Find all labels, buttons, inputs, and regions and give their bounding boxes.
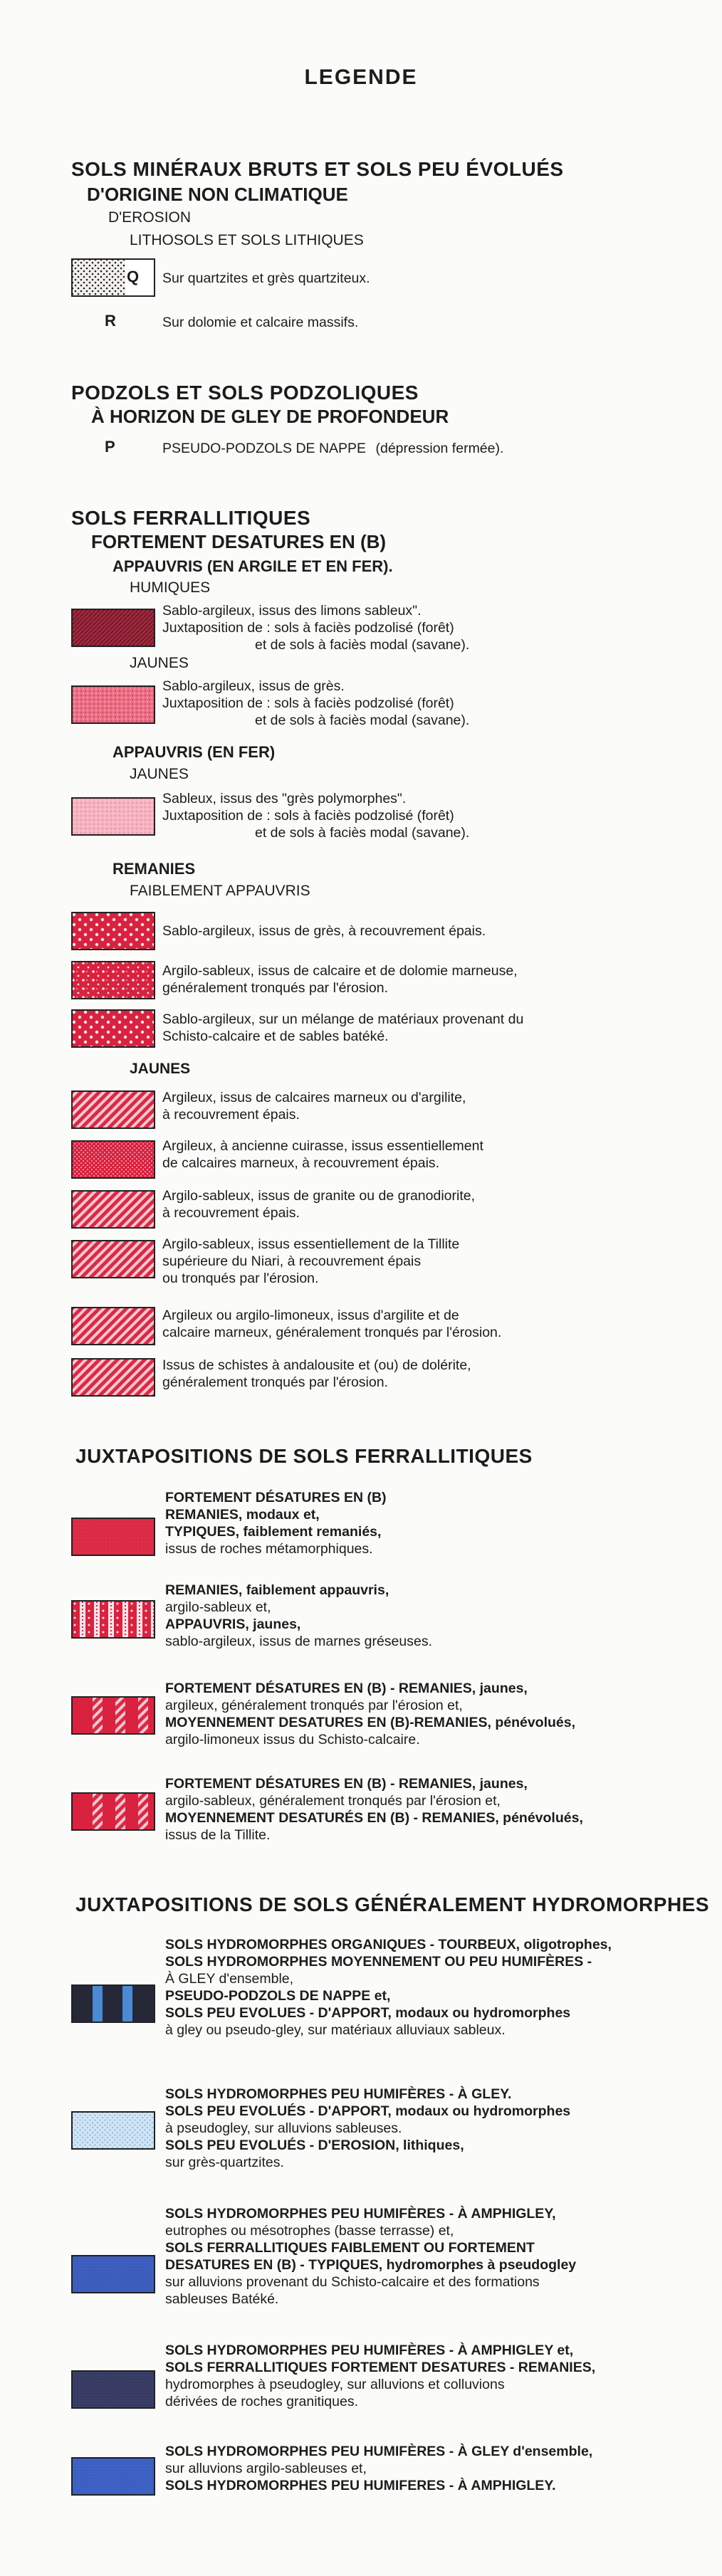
hydro-b-line-5: sur grès-quartzites. bbox=[165, 2155, 284, 2170]
juxta-d-line-2: argilo-sableux, généralement tronqués par l'érosion et, bbox=[165, 1793, 501, 1809]
gres-polymorphes-line-2: Juxtaposition de : sols à faciès podzolisé (forêt) bbox=[162, 808, 454, 824]
hydro-c-line-3: SOLS FERRALLITIQUES FAIBLEMENT OU FORTEMENT bbox=[165, 2240, 535, 2256]
legend-swatch-quartzite bbox=[71, 258, 155, 297]
legend-swatch-hydro-a bbox=[71, 1984, 155, 2023]
jaunes-argilite-line-2: calcaire marneux, généralement tronqués par l'érosion. bbox=[162, 1325, 502, 1340]
juxta-d-line-3: MOYENNEMENT DESATURÉS EN (B) - REMANIES, pénévolués, bbox=[165, 1810, 583, 1826]
jaunes-calcaires-line-1: Argileux, issus de calcaires marneux ou d'argilite, bbox=[162, 1090, 466, 1105]
section-juxtapositions-hydromorphes-title: JUXTAPOSITIONS DE SOLS GÉNÉRALEMENT HYDROMORPHES bbox=[75, 1893, 710, 1915]
jaunes-tillite-line-2: supérieure du Niari, à recouvrement épais bbox=[162, 1253, 422, 1269]
hydro-a-line-1: SOLS HYDROMORPHES ORGANIQUES - TOURBEUX, oligotrophes, bbox=[165, 1937, 612, 1952]
section-podzols-title: PODZOLS ET SOLS PODZOLIQUES bbox=[71, 382, 419, 404]
juxta-d-description bbox=[165, 1775, 583, 1844]
juxta-c-line-3: MOYENNEMENT DESATURES EN (B)-REMANIES, pénévolués, bbox=[165, 1715, 576, 1730]
hydro-d-line-4: dérivées de roches granitiques. bbox=[165, 2394, 358, 2409]
legend-swatch-remanies-calcaire bbox=[71, 961, 155, 999]
jaunes-gres-description bbox=[162, 678, 469, 729]
code-q: Q bbox=[127, 268, 140, 285]
jaunes-argilite-description bbox=[162, 1307, 501, 1341]
legend-swatch-hydro-e bbox=[71, 2457, 155, 2496]
section-ferrallitic-title: SOLS FERRALLITIQUES bbox=[71, 507, 311, 529]
legend-swatch-jaunes-argilite bbox=[71, 1307, 155, 1345]
hydro-b-line-3: à pseudogley, sur alluvions sableuses. bbox=[165, 2120, 402, 2136]
pseudo-podzols-name: PSEUDO-PODZOLS DE NAPPE bbox=[162, 441, 367, 456]
erosion-subheading: D'EROSION bbox=[108, 209, 192, 226]
hydro-c-line-5: sur alluvions provenant du Schisto-calcaire et des formations bbox=[165, 2274, 540, 2290]
hydro-e-description bbox=[165, 2443, 592, 2494]
remanies-calcaire-line-1: Argilo-sableux, issus de calcaire et de dolomie marneuse, bbox=[162, 963, 518, 979]
hydro-a-line-6: à gley ou pseudo-gley, sur matériaux alluviaux sableux. bbox=[165, 2022, 506, 2038]
hydro-d-line-2: SOLS FERRALLITIQUES FORTEMENT DESATURES - REMANIES, bbox=[165, 2360, 596, 2375]
juxta-b-line-4: sablo-argileux, issus de marnes gréseuses. bbox=[165, 1634, 433, 1649]
remanies-gres-description: Sablo-argileux, issus de grès, à recouvrement épais. bbox=[162, 923, 486, 939]
humiques-description bbox=[162, 602, 469, 653]
jaunes-schistes-description bbox=[162, 1357, 471, 1391]
humiques-heading: HUMIQUES bbox=[130, 579, 211, 596]
juxta-a-description bbox=[165, 1489, 387, 1557]
hydro-a-line-5: SOLS PEU EVOLUES - D'APPORT, modaux ou hydromorphes bbox=[165, 2005, 571, 2021]
section-mineral-soils-subtitle: D'ORIGINE NON CLIMATIQUE bbox=[87, 184, 348, 205]
hydro-d-line-1: SOLS HYDROMORPHES PEU HUMIFÈRES - À AMPHIGLEY et, bbox=[165, 2343, 574, 2358]
hydro-c-line-4: DESATURES EN (B) - TYPIQUES, hydromorphes à pseudogley bbox=[165, 2257, 577, 2273]
jaunes-cuirasse-description bbox=[162, 1137, 483, 1172]
legend-swatch-humiques bbox=[71, 609, 155, 647]
humiques-line-3: et de sols à faciès modal (savane). bbox=[255, 637, 470, 653]
jaunes-argilite-line-1: Argileux ou argilo-limoneux, issus d'argilite et de bbox=[162, 1308, 459, 1323]
jaunes-granite-description bbox=[162, 1187, 475, 1221]
section-juxtapositions-ferrallitiques-title: JUXTAPOSITIONS DE SOLS FERRALLITIQUES bbox=[75, 1445, 533, 1467]
legend-swatch-jaunes-granite bbox=[71, 1190, 155, 1229]
code-r: R bbox=[105, 312, 116, 330]
humiques-line-1: Sablo-argileux, issus des limons sableux". bbox=[162, 603, 422, 619]
lithosols-subheading: LITHOSOLS ET SOLS LITHIQUES bbox=[130, 232, 364, 248]
legend-swatch-hydro-b bbox=[71, 2111, 155, 2150]
jaunes-heading-2: JAUNES bbox=[130, 766, 189, 782]
hydro-a-line-2: SOLS HYDROMORPHES MOYENNEMENT OU PEU HUMIFÈRES - bbox=[165, 1954, 592, 1970]
legend-swatch-jaunes-tillite bbox=[71, 1240, 155, 1278]
jaunes-gres-line-2: Juxtaposition de : sols à faciès podzolisé (forêt) bbox=[162, 695, 454, 711]
quartzite-description: Sur quartzites et grès quartziteux. bbox=[162, 270, 370, 286]
legend-swatch-juxta-a bbox=[71, 1518, 155, 1556]
pseudo-podzols-label bbox=[162, 440, 503, 457]
hydro-c-description bbox=[165, 2205, 576, 2308]
juxta-a-line-3: TYPIQUES, faiblement remaniés, bbox=[165, 1524, 382, 1540]
legend-swatch-gres-polymorphes bbox=[71, 797, 155, 836]
gres-polymorphes-line-3: et de sols à faciès modal (savane). bbox=[255, 825, 470, 841]
hydro-a-line-3: À GLEY d'ensemble, bbox=[165, 1971, 294, 1987]
remanies-calcaire-line-2: généralement tronqués par l'érosion. bbox=[162, 980, 388, 996]
legend-swatch-jaunes-gres bbox=[71, 685, 155, 724]
juxta-a-line-4: issus de roches métamorphiques. bbox=[165, 1541, 373, 1557]
jaunes-cuirasse-line-2: de calcaires marneux, à recouvrement épais. bbox=[162, 1155, 440, 1171]
pseudo-podzols-note: (dépression fermée). bbox=[375, 441, 504, 456]
gres-polymorphes-line-1: Sableux, issus des "grès polymorphes". bbox=[162, 791, 407, 806]
juxta-b-line-2: argilo-sableux et, bbox=[165, 1599, 271, 1615]
hydro-b-description bbox=[165, 2086, 570, 2171]
hydro-b-line-2: SOLS PEU EVOLUÉS - D'APPORT, modaux ou hydromorphes bbox=[165, 2103, 571, 2119]
jaunes-tillite-description bbox=[162, 1236, 459, 1287]
faiblement-appauvris-heading: FAIBLEMENT APPAUVRIS bbox=[130, 883, 310, 899]
juxta-d-line-4: issus de la Tillite. bbox=[165, 1827, 271, 1843]
hydro-b-line-4: SOLS PEU EVOLUÉS - D'EROSION, lithiques, bbox=[165, 2138, 464, 2153]
hydro-e-line-3: SOLS HYDROMORPHES PEU HUMIFERES - À AMPHIGLEY. bbox=[165, 2478, 556, 2493]
jaunes-gres-line-1: Sablo-argileux, issus de grès. bbox=[162, 678, 345, 694]
hydro-c-line-1: SOLS HYDROMORPHES PEU HUMIFÈRES - À AMPHIGLEY, bbox=[165, 2206, 556, 2222]
jaunes-cuirasse-line-1: Argileux, à ancienne cuirasse, issus essentiellement bbox=[162, 1138, 483, 1154]
hydro-c-line-6: sableuses Batéké. bbox=[165, 2291, 279, 2307]
jaunes-schistes-line-1: Issus de schistes à andalousite et (ou) de dolérite, bbox=[162, 1357, 471, 1373]
juxta-c-line-4: argilo-limoneux issus du Schisto-calcaire. bbox=[165, 1732, 420, 1747]
jaunes-tillite-line-1: Argilo-sableux, issus essentiellement de la Tillite bbox=[162, 1236, 460, 1252]
juxta-a-line-2: REMANIES, modaux et, bbox=[165, 1507, 320, 1523]
legend-swatch-jaunes-schistes bbox=[71, 1358, 155, 1397]
hydro-d-description bbox=[165, 2342, 595, 2410]
hydro-a-description bbox=[165, 1936, 612, 2039]
humiques-line-2: Juxtaposition de : sols à faciès podzolisé (forêt) bbox=[162, 620, 454, 636]
juxta-b-line-1: REMANIES, faiblement appauvris, bbox=[165, 1582, 389, 1598]
jaunes-heading-1: JAUNES bbox=[130, 655, 189, 671]
legend-swatch-juxta-b bbox=[71, 1600, 155, 1639]
legend-swatch-remanies-melange bbox=[71, 1009, 155, 1048]
appauvris-fer-heading: APPAUVRIS (EN FER) bbox=[113, 743, 276, 761]
jaunes-granite-line-1: Argilo-sableux, issus de granite ou de granodiorite, bbox=[162, 1188, 476, 1204]
hydro-e-line-2: sur alluvions argilo-sableuses et, bbox=[165, 2461, 367, 2476]
jaunes-gres-line-3: et de sols à faciès modal (savane). bbox=[255, 713, 470, 728]
jaunes-schistes-line-2: généralement tronqués par l'érosion. bbox=[162, 1374, 388, 1390]
hydro-e-line-1: SOLS HYDROMORPHES PEU HUMIFÈRES - À GLEY d'ensemble, bbox=[165, 2444, 593, 2459]
legend-swatch-juxta-c bbox=[71, 1696, 155, 1735]
jaunes-heading-3: JAUNES bbox=[130, 1061, 191, 1077]
legend-swatch-jaunes-calcaires-marneux bbox=[71, 1090, 155, 1129]
legend-swatch-hydro-d bbox=[71, 2370, 155, 2409]
hydro-c-line-2: eutrophes ou mésotrophes (basse terrasse) et, bbox=[165, 2223, 454, 2239]
hydro-b-line-1: SOLS HYDROMORPHES PEU HUMIFÈRES - À GLEY. bbox=[165, 2086, 512, 2102]
juxta-c-description bbox=[165, 1680, 575, 1748]
section-ferrallitic-subtitle: FORTEMENT DESATURES EN (B) bbox=[91, 531, 387, 552]
legend-swatch-jaunes-cuirasse bbox=[71, 1140, 155, 1179]
remanies-calcaire-description bbox=[162, 962, 518, 997]
dolomite-description: Sur dolomie et calcaire massifs. bbox=[162, 315, 359, 330]
jaunes-granite-line-2: à recouvrement épais. bbox=[162, 1205, 300, 1221]
remanies-heading: REMANIES bbox=[113, 860, 196, 878]
jaunes-calcaires-marneux-description bbox=[162, 1089, 466, 1123]
juxta-b-description bbox=[165, 1582, 432, 1650]
gres-polymorphes-description bbox=[162, 790, 469, 841]
section-podzols-subtitle: À HORIZON DE GLEY DE PROFONDEUR bbox=[91, 406, 449, 427]
juxta-c-line-2: argileux, généralement tronqués par l'érosion et, bbox=[165, 1698, 463, 1713]
jaunes-tillite-line-3: ou tronqués par l'érosion. bbox=[162, 1271, 319, 1286]
legend-swatch-hydro-c bbox=[71, 2255, 155, 2293]
remanies-melange-line-2: Schisto-calcaire et de sables batéké. bbox=[162, 1029, 389, 1044]
legend-title: LEGENDE bbox=[304, 65, 418, 89]
juxta-b-line-3: APPAUVRIS, jaunes, bbox=[165, 1616, 301, 1632]
code-p: P bbox=[105, 438, 115, 456]
legend-swatch-juxta-d bbox=[71, 1792, 155, 1831]
juxta-c-line-1: FORTEMENT DÉSATURES EN (B) - REMANIES, jaunes, bbox=[165, 1681, 528, 1696]
section-mineral-soils-title: SOLS MINÉRAUX BRUTS ET SOLS PEU ÉVOLUÉS bbox=[71, 158, 564, 180]
hydro-d-line-3: hydromorphes à pseudogley, sur alluvions et colluvions bbox=[165, 2377, 505, 2392]
legend-swatch-remanies-gres bbox=[71, 912, 155, 950]
hydro-a-line-4: PSEUDO-PODZOLS DE NAPPE et, bbox=[165, 1988, 391, 2004]
juxta-a-line-1: FORTEMENT DÉSATURES EN (B) bbox=[165, 1490, 387, 1505]
remanies-melange-description bbox=[162, 1011, 523, 1045]
jaunes-calcaires-line-2: à recouvrement épais. bbox=[162, 1107, 300, 1123]
juxta-d-line-1: FORTEMENT DÉSATURES EN (B) - REMANIES, jaunes, bbox=[165, 1776, 528, 1792]
appauvris-argile-fer-heading: APPAUVRIS (EN ARGILE ET EN FER). bbox=[113, 557, 393, 575]
remanies-melange-line-1: Sablo-argileux, sur un mélange de matériaux provenant du bbox=[162, 1011, 524, 1027]
